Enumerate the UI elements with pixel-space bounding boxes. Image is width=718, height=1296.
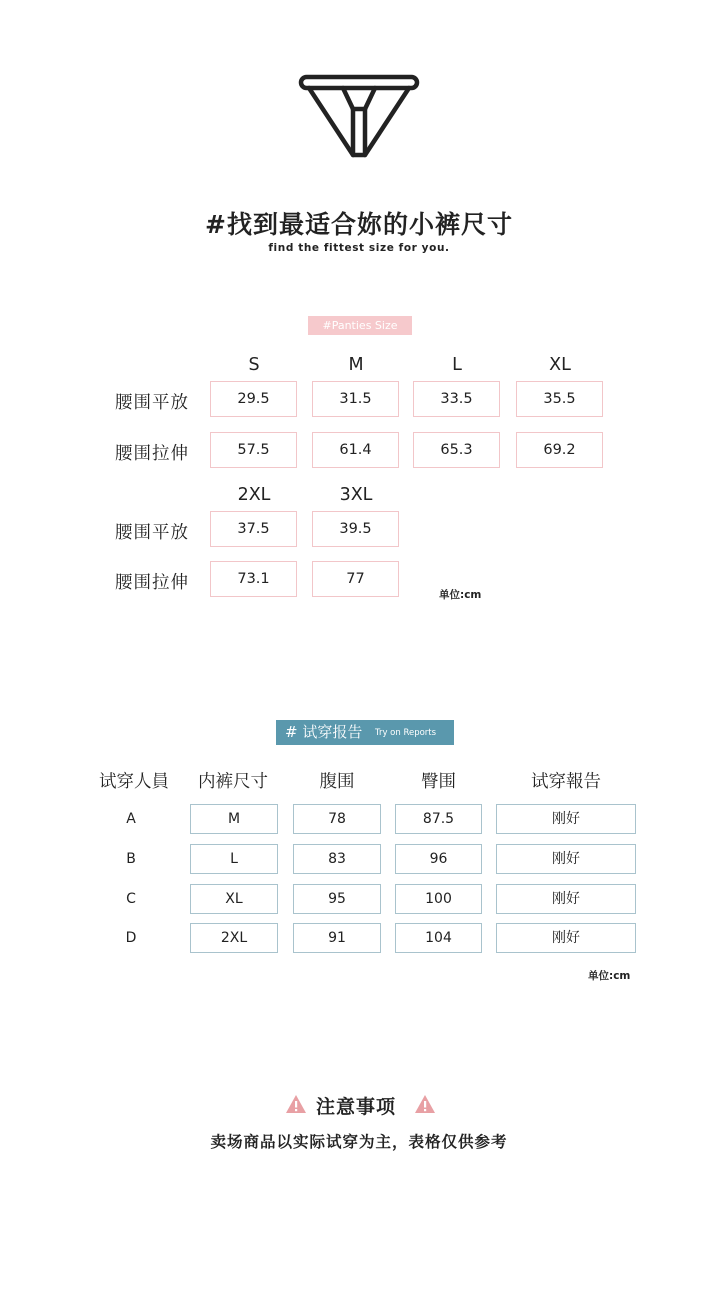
column-header-waist: 腹围 [319,772,355,792]
size-cell: 37.5 [210,511,297,547]
size-cell: 29.5 [210,381,297,417]
table-cell-hip: 100 [395,884,482,914]
table-cell-report: 刚好 [496,884,636,914]
size-cell: 77 [312,561,399,597]
tester-label: A [126,811,136,827]
table-cell-waist: 78 [293,804,381,834]
unit-label: 单位:cm [439,589,482,601]
table-cell-report: 刚好 [496,804,636,834]
size-cell: 39.5 [312,511,399,547]
section-tag-sub: Try on Reports [375,728,437,738]
panties-icon [297,72,421,160]
column-header-person: 试穿人員 [99,772,169,792]
unit-label: 单位:cm [588,970,631,982]
table-cell-waist: 95 [293,884,381,914]
tester-label: D [125,930,137,946]
notice-title: 注意事项 [316,1096,397,1118]
size-cell: 69.2 [516,432,603,468]
table-cell-hip: 87.5 [395,804,482,834]
section-tag-try-on [276,720,454,745]
row-label-waist-stretch: 腰围拉伸 [115,573,189,593]
size-header: L [452,355,462,375]
size-header: S [248,355,260,375]
table-cell-hip: 96 [395,844,482,874]
warning-icon [414,1094,436,1114]
table-cell-report: 刚好 [496,844,636,874]
size-cell: 73.1 [210,561,297,597]
size-header: M [348,355,364,375]
tester-label: B [126,851,136,867]
size-cell: 35.5 [516,381,603,417]
row-label-waist-stretch: 腰围拉伸 [115,444,189,464]
table-cell-hip: 104 [395,923,482,953]
section-tag-panties-size: #Panties Size [308,316,412,335]
table-cell-waist: 83 [293,844,381,874]
table-cell-report: 刚好 [496,923,636,953]
size-header: 2XL [237,485,271,505]
column-header-report: 试穿報告 [531,772,601,792]
size-cell: 57.5 [210,432,297,468]
size-cell: 33.5 [413,381,500,417]
column-header-hip: 臀围 [421,772,456,792]
row-label-waist-flat: 腰围平放 [115,523,189,543]
size-cell: 65.3 [413,432,500,468]
warning-icon [285,1094,307,1114]
tester-label: C [126,891,136,907]
column-header-size: 内裤尺寸 [198,772,268,792]
table-cell-waist: 91 [293,923,381,953]
table-cell-size: XL [190,884,278,914]
size-cell: 31.5 [312,381,399,417]
size-header: 3XL [339,485,373,505]
page-subtitle: find the fittest size for you. [268,242,450,254]
size-cell: 61.4 [312,432,399,468]
notice-text: 卖场商品以实际试穿为主，表格仅供参考 [210,1133,508,1151]
table-cell-size: L [190,844,278,874]
table-cell-size: M [190,804,278,834]
table-cell-size: 2XL [190,923,278,953]
section-tag-main: # 试穿报告 [285,723,363,741]
size-header: XL [549,355,571,375]
row-label-waist-flat: 腰围平放 [115,393,189,413]
page-title: #找到最适合妳的小裤尺寸 [205,210,513,239]
